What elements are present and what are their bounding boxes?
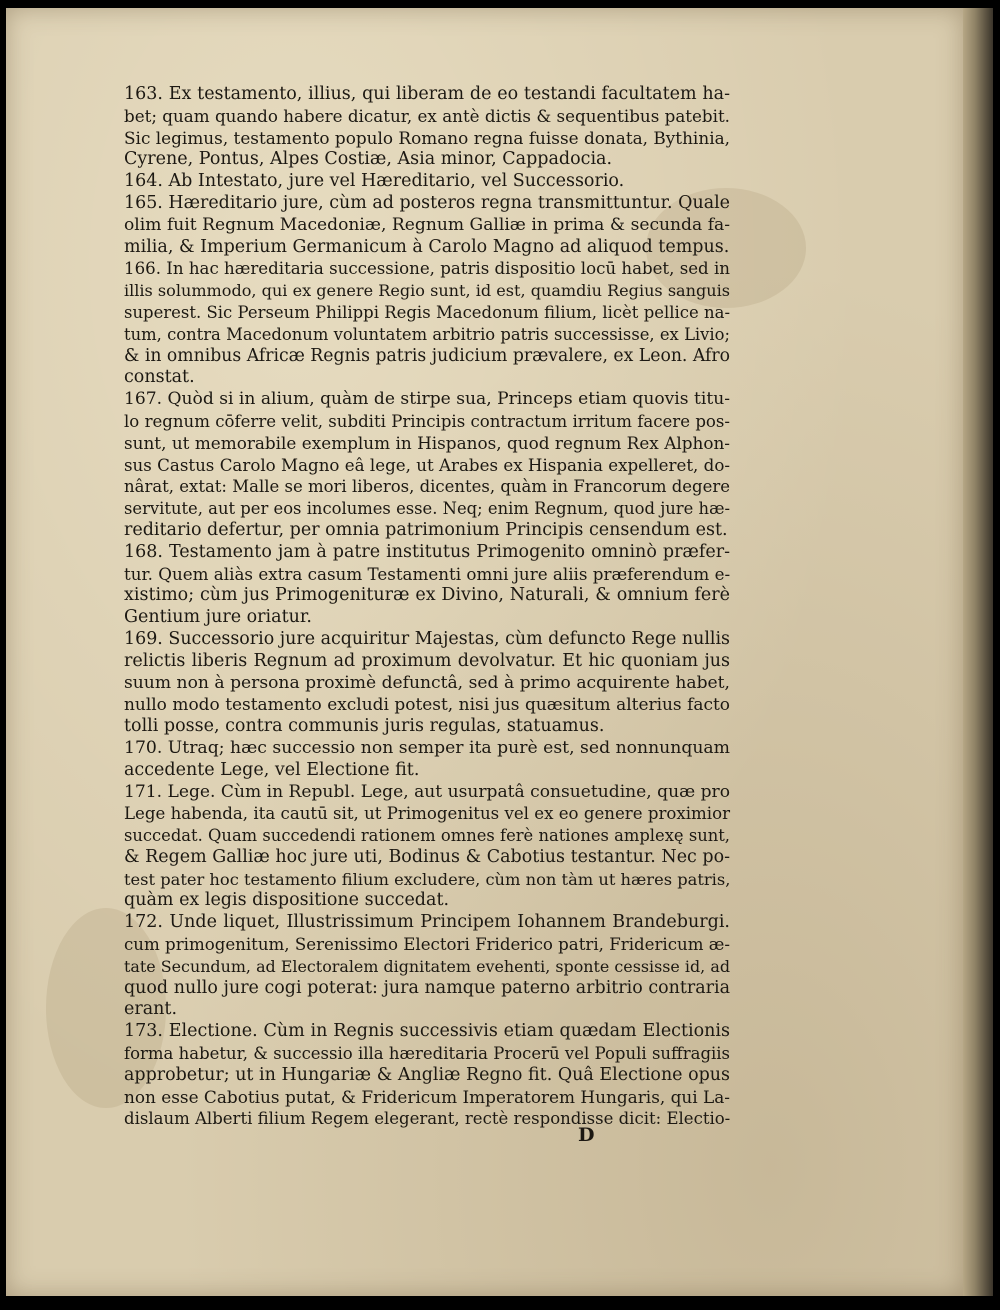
text-line: milia, & Imperium Germanicum à Carolo Magno ad aliquod tempus. <box>124 236 730 257</box>
text-line: tur. Quem aliàs extra casum Testamenti omni jure aliis præferendum e- <box>124 563 731 584</box>
text-line: dislaum Alberti filium Regem elegerant, rectè respondisse dicit: Electio- <box>124 1109 731 1129</box>
text-line: 163. Ex testamento, illius, qui liberam de eo testandi facultatem ha- <box>124 84 730 104</box>
text-line: Sic legimus, testamento populo Romano regna fuisse donata, Bythinia, <box>124 127 730 148</box>
text-line: Lege habenda, ita cautū sit, ut Primogenitus vel ex eo genere proximior <box>124 804 730 824</box>
text-line: Cyrene, Pontus, Alpes Costiæ, Asia minor, Cappadocia. <box>124 149 613 170</box>
text-line: tolli posse, contra communis juris regulas, statuamus. <box>124 716 605 737</box>
text-line: olim fuit Regnum Macedoniæ, Regnum Galliæ in prima & secunda fa- <box>124 214 730 235</box>
text-line: accedente Lege, vel Electione fit. <box>124 759 420 780</box>
text-line: 172. Unde liquet, Illustrissimum Principem Iohannem Brandeburgi. <box>124 912 730 933</box>
text-line: lo regnum cōferre velit, subditi Principis contractum irritum facere pos- <box>124 411 730 431</box>
text-line: approbetur; ut in Hungariæ & Angliæ Regno fit. Quâ Electione opus <box>124 1064 730 1085</box>
text-line: 166. In hac hæreditaria successione, patris dispositio locū habet, sed in <box>124 259 730 279</box>
text-line: quàm ex legis dispositione succedat. <box>124 890 450 911</box>
text-line: superest. Sic Perseum Philippi Regis Macedonum filium, licèt pellice na- <box>124 302 730 322</box>
text-line: erant. <box>124 999 178 1020</box>
text-line: Gentium jure oriatur. <box>124 607 312 628</box>
text-line: bet; quam quando habere dicatur, ex antè dictis & sequentibus patebit. <box>124 105 730 126</box>
text-line: sunt, ut memorabile exemplum in Hispanos, quod regnum Rex Alphon- <box>124 432 730 453</box>
text-line: illis solummodo, qui ex genere Regio sunt, id est, quamdiu Regius sanguis <box>124 281 730 301</box>
text-line: reditario defertur, per omnia patrimonium Principis censendum est. <box>124 519 728 540</box>
text-line: & Regem Galliæ hoc jure uti, Bodinus & Cabotius testantur. Nec po- <box>124 846 730 867</box>
text-line: 165. Hæreditario jure, cùm ad posteros regna transmittuntur. Quale <box>124 192 730 213</box>
text-line: 167. Quòd si in alium, quàm de stirpe sua, Princeps etiam quovis titu- <box>124 389 730 410</box>
catchword: D <box>578 1124 595 1146</box>
text-line: xistimo; cùm jus Primogenituræ ex Divino, Naturali, & omnium ferè <box>124 585 730 606</box>
text-line: quod nullo jure cogi poterat: jura namque paterno arbitrio contraria <box>124 977 730 998</box>
text-line: tate Secundum, ad Electoralem dignitatem evehenti, sponte cessisse id, ad <box>124 956 730 976</box>
text-line: nârat, extat: Malle se mori liberos, dicentes, quàm in Francorum degere <box>124 477 730 497</box>
text-line: 171. Lege. Cùm in Republ. Lege, aut usurpatâ consuetudine, quæ pro <box>124 781 730 802</box>
text-line: 173. Electione. Cùm in Regnis successivis etiam quædam Electionis <box>124 1021 730 1042</box>
text-line: constat. <box>124 367 195 388</box>
text-line: non esse Cabotius putat, & Fridericum Imperatorem Hungaris, qui La- <box>124 1086 730 1107</box>
text-line: succedat. Quam succedendi rationem omnes ferè nationes amplexę sunt, <box>124 826 730 846</box>
text-line: tum, contra Macedonum voluntatem arbitrio patris successisse, ex Livio; <box>124 324 730 344</box>
text-line: relictis liberis Regnum ad proximum devolvatur. Et hic quoniam jus <box>124 650 730 671</box>
text-line: sus Castus Carolo Magno eâ lege, ut Arabes ex Hispania expelleret, do- <box>124 455 730 475</box>
text-line: forma habetur, & successio illa hæreditaria Procerū vel Populi suffragiis <box>124 1044 730 1064</box>
text-line: 170. Utraq; hæc successio non semper ita purè est, sed nonnunquam <box>124 737 730 758</box>
text-block <box>124 84 730 1130</box>
text-line: 169. Successorio jure acquiritur Majestas, cùm defuncto Rege nullis <box>124 628 731 649</box>
text-line: suum non à persona proximè defunctâ, sed à primo acquirente habet, <box>124 672 730 693</box>
text-line: test pater hoc testamento filium excludere, cùm non tàm ut hæres patris, <box>124 869 731 889</box>
text-line: cum primogenitum, Serenissimo Electori Friderico patri, Fridericum æ- <box>124 935 730 955</box>
text-line: nullo modo testamento excludi potest, nisi jus quæsitum alterius facto <box>124 694 730 715</box>
text-line: 168. Testamento jam à patre institutus Primogenito omninò præfer- <box>124 541 730 562</box>
text-line: servitute, aut per eos incolumes esse. Neq; enim Regnum, quod jure hæ- <box>124 499 730 519</box>
text-line: 164. Ab Intestato, jure vel Hæreditario, vel Successorio. <box>124 171 625 192</box>
page-edge <box>963 8 993 1296</box>
text-line: & in omnibus Africæ Regnis patris judicium prævalere, ex Leon. Afro <box>124 345 731 366</box>
